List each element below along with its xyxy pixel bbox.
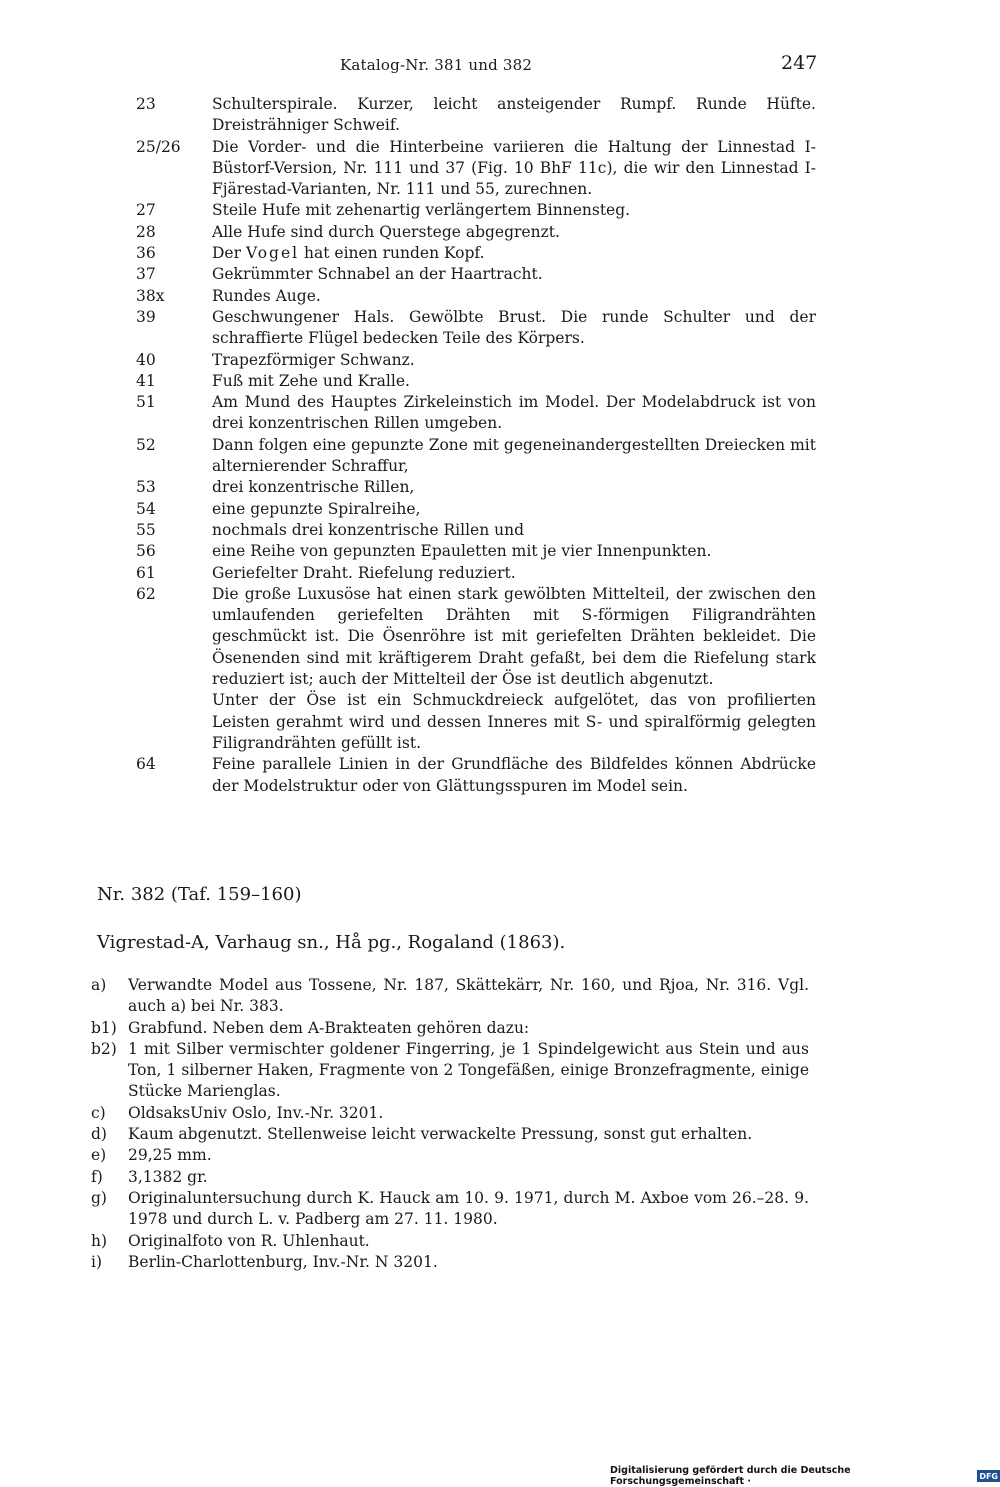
note-text: Alle Hufe sind durch Querstege abgegrenzt.: [212, 222, 560, 241]
note-row: [136, 222, 816, 243]
note-text: nochmals drei konzentrische Rillen und: [212, 520, 524, 539]
digitization-footer: [610, 1465, 1000, 1487]
fact-row: [91, 1103, 809, 1124]
fact-text: Originalfoto von R. Uhlenhaut.: [128, 1231, 370, 1250]
note-row: [136, 200, 816, 221]
fact-key: i): [91, 1252, 103, 1271]
note-row: [136, 541, 816, 562]
note-text: Unter der Öse ist ein Schmuckdreieck aufgelötet, das von profilierten Leisten gerahmt wird und dessen Inneres mit S- und spiralförmig gelegten Filigrandrähten gefüllt ist.: [212, 691, 816, 752]
note-text: Steile Hufe mit zehenartig verlängertem Binnensteg.: [212, 201, 631, 220]
fact-key: b2): [91, 1039, 117, 1058]
fact-text: Originaluntersuchung durch K. Hauck am 10. 9. 1971, durch M. Axboe vom 26.–28. 9. 1978 und durch L. v. Padberg am 27. 11. 1980.: [128, 1188, 809, 1229]
fact-text: OldsaksUniv Oslo, Inv.-Nr. 3201.: [128, 1103, 384, 1122]
note-row: [136, 94, 816, 137]
note-text: Die große Luxusöse hat einen stark gewölbten Mittelteil, der zwischen den umlaufenden geriefelten Drähten mit S-förmigen Filigrandrähten geschmückt ist. Die Ösenröhre ist mit geriefelten Drähten bekleidet. Die Ösenenden sind mit kräftigerem Draht gefaßt, bei dem die Riefelung stark reduziert ist; auch der Mittelteil der Öse ist deutlich abgenutzt.: [212, 584, 816, 689]
fact-text: Grabfund. Neben dem A-Brakteaten gehören dazu:: [128, 1018, 530, 1037]
note-row: [136, 563, 816, 584]
funding-credit: Digitalisierung gefördert durch die Deutsche Forschungsgemeinschaft ·: [610, 1465, 851, 1487]
fact-key: b1): [91, 1018, 117, 1037]
note-text: Feine parallele Linien in der Grundfläche des Bildfeldes können Abdrücke der Modelstruktur oder von Glättungsspuren im Model sein.: [212, 755, 816, 795]
note-row: [136, 350, 816, 371]
fact-key: h): [91, 1231, 108, 1250]
note-row: [136, 307, 816, 350]
note-text: Gekrümmter Schnabel an der Haartracht.: [212, 265, 543, 284]
note-text: [212, 243, 816, 264]
note-number: 52: [136, 435, 156, 454]
fact-text: Verwandte Model aus Tossene, Nr. 187, Skättekärr, Nr. 160, und Rjoa, Nr. 316. Vgl. auch a) bei Nr. 383.: [128, 976, 809, 1016]
note-row: [136, 137, 816, 201]
note-row: [136, 435, 816, 478]
note-row: [136, 499, 816, 520]
note-number: 37: [136, 265, 156, 284]
fact-text: 1 mit Silber vermischter goldener Fingerring, je 1 Spindelgewicht aus Stein und aus Ton, 1 silberner Haken, Fragmente von 2 Tongefäßen, einige Bronzefragmente, einige Stücke Marienglas.: [128, 1039, 809, 1101]
dfg-logo-icon: DFG: [979, 1471, 998, 1481]
fact-text: Berlin-Charlottenburg, Inv.-Nr. N 3201.: [128, 1252, 438, 1271]
fact-key: c): [91, 1103, 106, 1122]
note-row: [136, 754, 816, 797]
note-number: 27: [136, 201, 156, 220]
fact-row: [91, 1145, 809, 1166]
note-row: [136, 264, 816, 285]
fact-key: d): [91, 1125, 107, 1144]
fact-row: [91, 1188, 809, 1231]
fact-text: Kaum abgenutzt. Stellenweise leicht verwackelte Pressung, sonst gut erhalten.: [128, 1125, 753, 1144]
note-number: 23: [136, 95, 156, 113]
note-number: 25/26: [136, 137, 181, 156]
note-number: 62: [136, 584, 156, 603]
note-row: [136, 477, 816, 498]
note-text: eine gepunzte Spiralreihe,: [212, 499, 421, 518]
note-number: 55: [136, 520, 156, 539]
fact-key: f): [91, 1167, 103, 1186]
note-number: 61: [136, 563, 156, 582]
note-text-pre: Der: [212, 244, 246, 263]
entry-title: Nr. 382 (Taf. 159–160): [97, 884, 302, 905]
note-number: [136, 690, 212, 754]
fact-text: 3,1382 gr.: [128, 1167, 208, 1186]
note-text: drei konzentrische Rillen,: [212, 478, 415, 497]
fact-text: 29,25 mm.: [128, 1146, 212, 1165]
note-text: Rundes Auge.: [212, 286, 321, 305]
note-row: [136, 286, 816, 307]
note-text-post: hat einen runden Kopf.: [299, 244, 485, 263]
note-row: [136, 243, 816, 264]
note-number: 64: [136, 755, 156, 774]
note-number: 36: [136, 244, 156, 263]
note-text: Schulterspirale. Kurzer, leicht ansteigender Rumpf. Runde Hüfte. Dreisträhniger Schweif.: [212, 95, 816, 135]
note-text: Geriefelter Draht. Riefelung reduziert.: [212, 563, 516, 582]
fact-key: e): [91, 1146, 107, 1165]
note-number: 38x: [136, 286, 165, 305]
note-row: [136, 690, 816, 754]
commentary-notes: [136, 94, 816, 797]
running-header: [0, 52, 1000, 82]
fact-row: [91, 1231, 809, 1252]
note-text: Fuß mit Zehe und Kralle.: [212, 371, 410, 390]
fact-row: [91, 1252, 809, 1273]
fact-key: g): [91, 1188, 107, 1207]
note-text: eine Reihe von gepunzten Epauletten mit je vier Innenpunkten.: [212, 542, 712, 561]
page-number: 247: [781, 52, 818, 74]
catalog-facts: [91, 975, 809, 1273]
fact-row: [91, 1039, 809, 1103]
note-number: 56: [136, 542, 156, 561]
note-row: [136, 520, 816, 541]
note-text: Dann folgen eine gepunzte Zone mit gegeneinandergestellten Dreiecken mit alternierender Schraffur,: [212, 435, 816, 476]
running-title: Katalog-Nr. 381 und 382: [340, 56, 533, 74]
note-number: 53: [136, 478, 156, 497]
note-row: [136, 371, 816, 392]
note-row: [136, 392, 816, 435]
note-text: Geschwungener Hals. Gewölbte Brust. Die runde Schulter und der schraffierte Flügel bedecken Teile des Körpers.: [212, 307, 816, 348]
note-number: 39: [136, 307, 156, 326]
entry-site: Vigrestad-A, Varhaug sn., Hå pg., Rogaland (1863).: [97, 932, 566, 953]
fact-row: [91, 975, 809, 1018]
fact-row: [91, 1124, 809, 1145]
note-number: 54: [136, 499, 156, 518]
fact-row: [91, 1018, 809, 1039]
note-text: Am Mund des Hauptes Zirkeleinstich im Model. Der Modelabdruck ist von drei konzentrischen Rillen umgeben.: [212, 393, 816, 433]
note-text: Trapezförmiger Schwanz.: [212, 350, 415, 369]
note-row: [136, 584, 816, 690]
fact-row: [91, 1167, 809, 1188]
note-text-spaced-term: Vogel: [245, 244, 300, 263]
note-number: 40: [136, 350, 156, 369]
note-number: 51: [136, 393, 156, 412]
note-text: Die Vorder- und die Hinterbeine variieren die Haltung der Linnestad I-Büstorf-Version, Nr. 111 und 37 (Fig. 10 BhF 11c), die wir den Linnestad I-Fjärestad-Varianten, Nr. 111 und 55, zurechnen.: [212, 137, 816, 199]
fact-key: a): [91, 976, 107, 994]
note-number: 41: [136, 371, 156, 390]
note-number: 28: [136, 222, 156, 241]
